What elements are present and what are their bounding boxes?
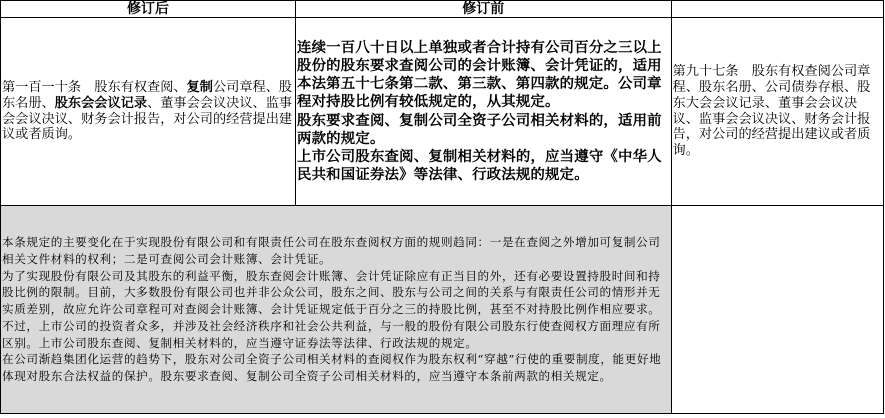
revised-text-part: 公司章程、股东名册、 bbox=[2, 79, 293, 111]
revised-article-text bbox=[2, 80, 294, 143]
header-row bbox=[1, 1, 884, 18]
header-revised: 修订后 bbox=[1, 1, 296, 18]
new-paragraphs bbox=[297, 39, 670, 185]
original-article-text: 第九十七条 股东有权查阅公司章程、股东名册、公司债券存根、股东大会会议记录、董事会会议决议、监事会会议决议、财务会计报告，对公司的经营提出建议或者质询。 bbox=[672, 64, 871, 159]
revised-highlight-copy: 复制 bbox=[186, 79, 213, 95]
note-side-cell bbox=[671, 206, 883, 414]
header-before: 修订前 bbox=[296, 1, 672, 18]
revised-cell bbox=[1, 18, 296, 206]
new-paragraphs-cell bbox=[296, 18, 672, 206]
commentary-paragraph: 在公司渐趋集团化运营的趋势下，股东对公司全资子公司相关材料的查阅权作为股东权利“穿越”行使的重要制度，能更好地体现对股东合法权益的保护。股东要求查阅、复制公司全资子公司相关材料的，应当遵守本条前两款的相关规定。 bbox=[2, 352, 662, 384]
article-row bbox=[1, 18, 884, 206]
new-paragraph: 连续一百八十日以上单独或者合计持有公司百分之三以上股份的股东要求查阅公司的会计账簿、会计凭证的，适用本法第五十七条第二款、第三款、第四款的规定。公司章程对持股比例有较低规定的，从其规定。 bbox=[297, 39, 662, 111]
commentary-paragraph: 本条规定的主要变化在于实现股份有限公司和有限责任公司在股东查阅权方面的规则趋同：一是在查阅之外增加可复制公司相关文件材料的权利；二是可查阅公司会计账簿、会计凭证。 bbox=[2, 234, 661, 266]
commentary-paragraph: 为了实现股份有限公司及其股东的利益平衡，股东查阅会计账簿、会计凭证除应有正当目的外，还有必要设置持股时间和持股比例的限制。目前，大多数股份有限公司也并非公众公司，股东之间、股东与公司之间的关系与有限责任公司的情形并无实质差别，故应允许公司章程可对查阅会计账簿、会计凭证规定低于百分之三的持股比例，甚至不对持股比例作相应要求。不过，上市公司的投资者众多，并涉及社会经济秩序和社会公共利益，与一般的股份有限公司股东行使查阅权方面理应有所区别。上市公司股东查阅、复制相关材料的，应当遵守证券法等法律、行政法规的规定。 bbox=[2, 268, 661, 350]
new-paragraph: 股东要求查阅、复制公司全资子公司相关材料的，适用前两款的规定。 bbox=[297, 112, 662, 147]
commentary-cell bbox=[1, 206, 672, 414]
original-cell bbox=[671, 18, 883, 206]
revised-text-part: 第一百一十条 股东有权查阅、 bbox=[2, 79, 187, 95]
revised-highlight-meeting-minutes: 股东会会议记录 bbox=[54, 95, 148, 111]
revised-text-part: 、董事会会议决议、监事会会议决议、财务会计报告，对公司的经营提出建议或者质询。 bbox=[2, 95, 293, 143]
note-row bbox=[1, 206, 884, 414]
header-original bbox=[671, 1, 883, 18]
commentary-text bbox=[2, 234, 670, 385]
new-paragraph: 上市公司股东查阅、复制相关材料的，应当遵守《中华人民共和国证券法》等法律、行政法规的规定。 bbox=[297, 148, 662, 184]
